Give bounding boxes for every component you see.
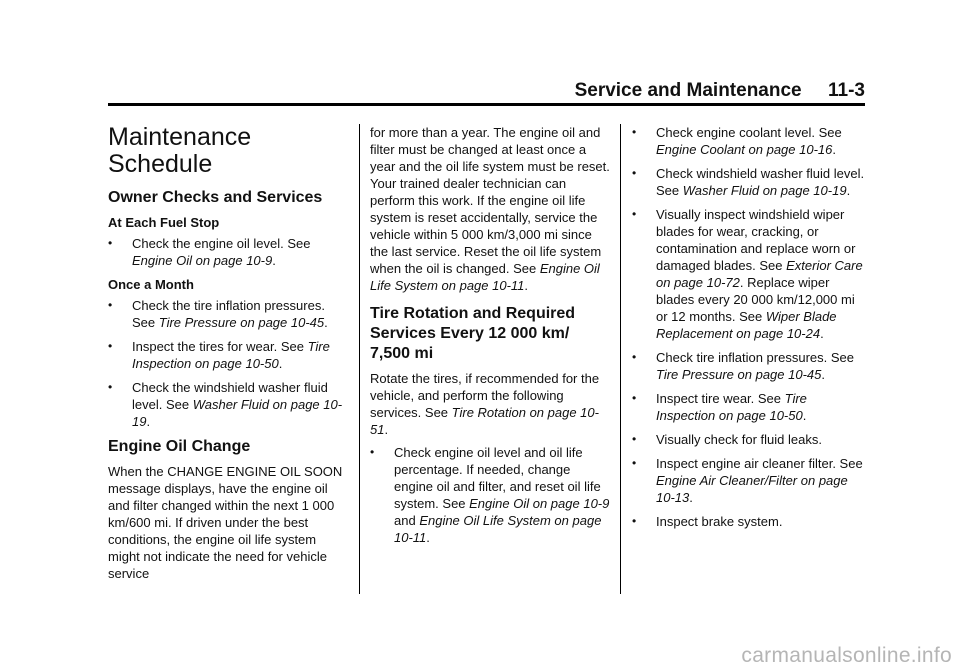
once-a-month-list (108, 297, 348, 430)
page-reference-link[interactable]: Tire Pressure on page 10-45 (656, 367, 822, 382)
bullet-icon: • (632, 207, 637, 221)
oil-change-paragraph: When the CHANGE ENGINE OIL SOON message displays, have the engine oil and filter changed within the next 1 000 km/600 mi. If driven under the best conditions, the engine oil life system might not indicate the need for vehicle service (108, 464, 343, 581)
list-item: • Check tire inflation pressures. See Tire Pressure on page 10-45. (632, 350, 854, 382)
page-reference-link[interactable]: Engine Oil Life System on page 10-11 (394, 513, 602, 545)
page-reference-link[interactable]: Tire Inspection on page 10-50 (132, 339, 330, 371)
page-reference-link[interactable]: Washer Fluid on page 10-19 (132, 397, 343, 429)
bullet-icon: • (632, 391, 637, 405)
section-title-line1: Maintenance (108, 123, 252, 151)
header-title: Service and Maintenance 11-3 (574, 80, 865, 101)
rotation-services-list-continued (632, 124, 867, 530)
bullet-icon: • (108, 236, 113, 250)
column-divider-1 (359, 124, 360, 594)
page-reference-link[interactable]: Engine Air Cleaner/Filter on page 10-13 (656, 473, 848, 505)
column-3 (632, 124, 867, 537)
list-item: • Inspect tire wear. See Tire Inspection on page 10-50. (632, 391, 807, 423)
bullet-icon: • (632, 456, 637, 470)
tire-rotation-paragraph: Rotate the tires, if recommended for the vehicle, and perform the following services. See Tire Rotation on page 10-51. (370, 371, 600, 437)
heading-engine-oil-change: Engine Oil Change (108, 438, 251, 455)
column-divider-2 (620, 124, 621, 594)
bullet-icon: • (632, 166, 637, 180)
section-title (108, 124, 348, 178)
page-reference-link[interactable]: Exterior Care on page 10-72 (656, 258, 863, 290)
list-item: • Visually check for fluid leaks. (632, 432, 822, 447)
list-item: • Check the engine oil level. See Engine Oil on page 10-9. (108, 236, 311, 268)
page-reference-link[interactable]: Tire Inspection on page 10-50 (656, 391, 807, 423)
column-2 (370, 124, 610, 553)
list-item: • Visually inspect windshield wiper blades for wear, cracking, or contamination and replace worn or damaged blades. See Exterior Care on page 10-72. Replace wiper blades every 20 000 km/12,000 mi or 12 months. See Wiper Blade Replacement on page 10-24. (632, 207, 863, 341)
bullet-icon: • (632, 125, 637, 139)
section-title-line2: Schedule (108, 150, 213, 178)
page-reference-link[interactable]: Tire Rotation on page 10-51 (370, 405, 599, 437)
heading-tire-rotation: Tire Rotation and Required Services Every 12 000 km/ 7,500 mi (370, 305, 576, 362)
list-item: • Check engine coolant level. See Engine Coolant on page 10-16. (632, 125, 842, 157)
fuel-stop-list (108, 235, 348, 269)
header-rule (108, 103, 865, 106)
page-reference-link[interactable]: Tire Pressure on page 10-45 (158, 315, 325, 330)
list-item: • Check windshield washer fluid level. See Washer Fluid on page 10-19. (632, 166, 865, 198)
bullet-icon: • (108, 380, 113, 394)
heading-owner-checks: Owner Checks and Services (108, 189, 323, 206)
page-reference-link[interactable]: Engine Coolant on page 10-16 (656, 142, 833, 157)
list-item: • Check engine oil level and oil life percentage. If needed, change engine oil and filter, and reset oil life system. See Engine Oil on page 10-9 and Engine Oil Life System on page 10-11. (370, 445, 610, 545)
list-item: • Inspect brake system. (632, 514, 783, 529)
bullet-icon: • (632, 514, 637, 528)
subheading-once-a-month: Once a Month (108, 277, 194, 292)
list-item: • Inspect engine air cleaner filter. See Engine Air Cleaner/Filter on page 10-13. (632, 456, 863, 505)
column-1 (108, 124, 348, 588)
bullet-icon: • (108, 339, 113, 353)
bullet-icon: • (632, 350, 637, 364)
page-reference-link[interactable]: Engine Oil Life System on page 10-11 (370, 261, 600, 293)
oil-life-paragraph: for more than a year. The engine oil and filter must be changed at least once a year and the oil life system must be reset. Your trained dealer technician can perform this work. If the engine oil life system is reset accidentally, service the vehicle within 5 000 km/3,000 mi since the last service. Reset the oil life system when the oil is changed. See Engine Oil Life System on page 10-11. (370, 125, 610, 293)
page-reference-link[interactable]: Engine Oil on page 10-9 (469, 496, 610, 511)
page-reference-link[interactable]: Wiper Blade Replacement on page 10-24 (656, 309, 837, 341)
list-item: • Check the windshield washer fluid level. See Washer Fluid on page 10-19. (108, 380, 343, 429)
watermark: carmanualsonline.info (741, 644, 952, 667)
bullet-icon: • (370, 445, 375, 459)
page-reference-link[interactable]: Engine Oil on page 10-9 (132, 253, 273, 268)
page-reference-link[interactable]: Washer Fluid on page 10-19 (682, 183, 847, 198)
subheading-fuel-stop: At Each Fuel Stop (108, 215, 220, 230)
bullet-icon: • (108, 298, 113, 312)
bullet-icon: • (632, 432, 637, 446)
list-item: • Check the tire inflation pressures. See Tire Pressure on page 10-45. (108, 298, 328, 330)
rotation-services-list (370, 444, 610, 546)
list-item: • Inspect the tires for wear. See Tire Inspection on page 10-50. (108, 339, 330, 371)
